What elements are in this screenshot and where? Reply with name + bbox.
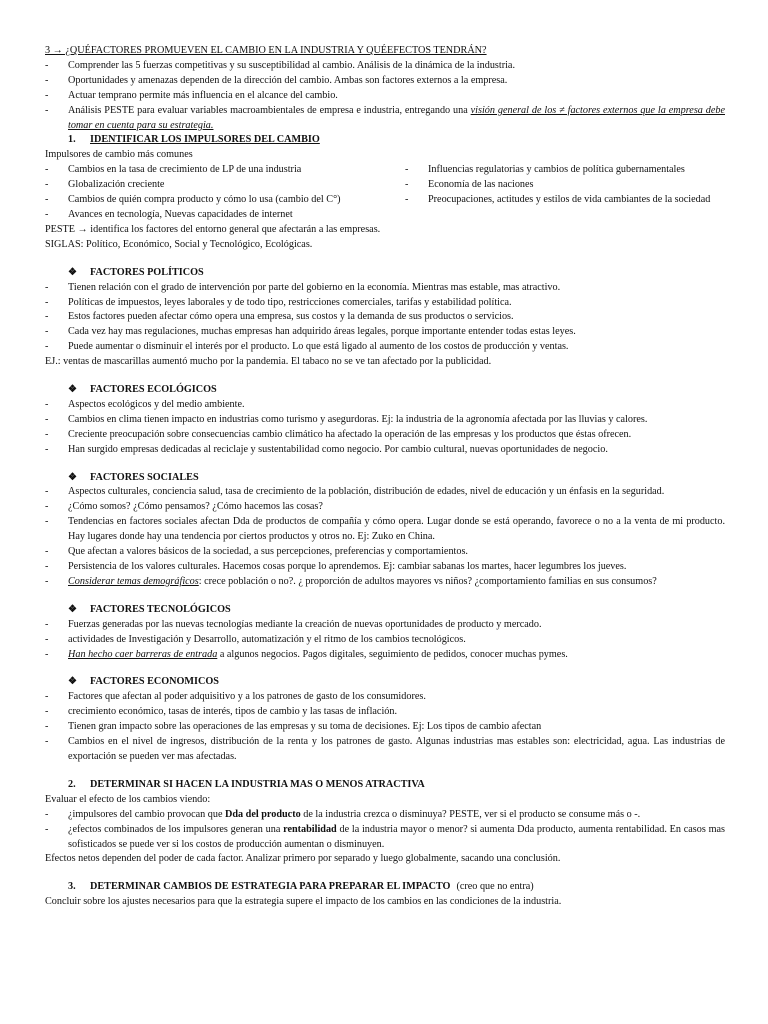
- factores-sociales-heading: [68, 471, 725, 486]
- driver-item: Cambios en la tasa de crecimiento de LP de una industria: [68, 164, 302, 176]
- bullet-dash: -: [45, 546, 49, 558]
- factores-tecnologicos-heading: [68, 603, 725, 618]
- list-item: [405, 178, 725, 193]
- list-item: [45, 281, 725, 296]
- list-item: [45, 163, 385, 178]
- list-item: [45, 808, 725, 823]
- bullet-dash: -: [45, 74, 49, 86]
- diamond-bullet-icon: ❖: [68, 384, 77, 396]
- bold-term: Dda del producto: [225, 808, 301, 820]
- list-item: [45, 545, 725, 560]
- section-3-heading: [68, 880, 725, 895]
- list-item: [45, 428, 725, 443]
- section-title: FACTORES ECONOMICOS: [90, 676, 219, 688]
- bullet-dash: -: [405, 194, 409, 206]
- section-title: FACTORES TECNOLÓGICOS: [90, 603, 231, 615]
- driver-item: Preocupaciones, actitudes y estilos de vida cambiantes de la sociedad: [428, 194, 711, 206]
- factor-item: Fuerzas generadas por las nuevas tecnologías mediante la creación de nuevas oportunidades de producto y mercado.: [68, 618, 542, 630]
- text-run: de la industria mayor o menor? si aumenta Dda producto, aumenta rentabilidad. En casos mas sofisticados se puede ver si los costos de producción aumentan o disminuyen.: [68, 823, 726, 850]
- spacer: [45, 765, 725, 778]
- bullet-dash: -: [45, 561, 49, 572]
- section-2-heading: [68, 778, 725, 793]
- factores-politicos-heading: [68, 266, 725, 281]
- bullet-dash: -: [45, 575, 49, 587]
- bullet-dash: -: [45, 89, 49, 101]
- intro-item-peste: [68, 104, 725, 134]
- bullet-dash: -: [45, 194, 49, 206]
- intro-item: Actuar temprano permite más influencia en el alcance del cambio.: [68, 89, 338, 101]
- factores-economicos-heading: [68, 675, 725, 690]
- bullet-dash: -: [45, 104, 49, 116]
- factores-ecologicos-heading: [68, 383, 725, 398]
- intro-item: Comprender las 5 fuerzas competitivas y su susceptibilidad al cambio. Análisis de la dinámica de la industria.: [68, 59, 516, 71]
- bullet-dash: -: [45, 721, 49, 733]
- drivers-left-column: [45, 163, 405, 208]
- list-item: [45, 178, 385, 193]
- bullet-dash: -: [45, 341, 49, 353]
- driver-item: Influencias regulatorias y cambios de política gubernamentales: [428, 164, 685, 176]
- section-note: (creo que no entra): [456, 881, 534, 893]
- intro-item: Oportunidades y amenazas dependen de la dirección del cambio. Ambas son factores externos a la empresa.: [68, 74, 508, 86]
- factor-item: Aspectos culturales, conciencia salud, tasa de crecimiento de la población, distribución de edades, nivel de educación y un énfasis en la seguridad.: [68, 486, 665, 498]
- demographics-text: : crece población o no?. ¿ proporción de adultos mayores vs niños? ¿comportamiento familias en sus consumos?: [198, 575, 657, 587]
- list-item: [45, 720, 725, 735]
- bullet-dash: -: [45, 443, 49, 455]
- section-number: 3.: [68, 881, 76, 893]
- bullet-dash: -: [45, 164, 49, 176]
- list-item: [45, 690, 725, 705]
- section-2-lead: Evaluar el efecto de los cambios viendo:: [45, 793, 211, 805]
- list-item: [45, 208, 725, 223]
- document-title: 3 → ¿QUÉFACTORES PROMUEVEN EL CAMBIO EN LA INDUSTRIA Y QUÉEFECTOS TENDRÁN?: [45, 45, 487, 56]
- list-item: [405, 163, 725, 178]
- list-item: [45, 413, 725, 428]
- factor-item: Creciente preocupación sobre consecuencias cambio climático ha afectado la operación de las empresas y los productos que éstas ofrecen.: [68, 428, 632, 440]
- bullet-dash: -: [45, 706, 49, 718]
- section-2-tail: Efectos netos dependen del poder de cada factor. Analizar primero por separado y luego globalmente, sacando una conclusión.: [45, 853, 561, 865]
- evaluation-item: [68, 808, 725, 823]
- text-run: de la industria crezca o disminuya? PESTE, ver si el producto se consume más o -.: [300, 808, 641, 820]
- bullet-dash: -: [45, 413, 49, 425]
- diamond-bullet-icon: ❖: [68, 603, 77, 615]
- bullet-dash: -: [45, 501, 49, 513]
- bullet-dash: -: [45, 808, 49, 820]
- factor-item: Cada vez hay mas regulaciones, muchas empresas han adquirido áreas legales, porque importante entender todas estas leyes.: [68, 326, 576, 338]
- list-item: [45, 575, 725, 590]
- text-run: ¿efectos combinados de los impulsores generan una: [68, 823, 284, 835]
- factor-item: Que afectan a valores básicos de la sociedad, a sus percepciones, preferencias y comportamientos.: [68, 546, 468, 558]
- factor-item: [68, 648, 725, 663]
- section-title: FACTORES ECOLÓGICOS: [90, 384, 217, 396]
- barriers-text: a algunos negocios. Pagos digitales, seguimiento de pedidos, conocer muchas pymes.: [217, 648, 568, 660]
- driver-item: Cambios de quién compra producto y cómo lo usa (cambio del C°): [68, 194, 341, 206]
- intro-peste-text: Análisis PESTE para evaluar variables macroambientales de empresa e industria, entregando una: [68, 104, 471, 116]
- section-number: 1.: [68, 134, 76, 146]
- factor-item: Factores que afectan al poder adquisitivo y a los patrones de gasto de los consumidores.: [68, 691, 426, 703]
- factor-item: crecimiento económico, tasas de interés, tipos de cambio y las tasas de inflación.: [68, 706, 398, 718]
- list-item: [45, 296, 725, 311]
- bullet-dash: -: [45, 691, 49, 703]
- list-item: [45, 443, 725, 458]
- factor-item: Cambios en clima tienen impacto en industrias como turismo y asegurdoras. Ej: la industria de la agronomía afectada por las lluvias y calores.: [68, 413, 648, 425]
- section-3-text: Concluir sobre los ajustes necesarios para que la estrategia supere el impacto de los cambios en las condiciones de la industria.: [45, 896, 562, 908]
- bullet-dash: -: [45, 633, 49, 645]
- list-item: [45, 104, 725, 134]
- list-item: [45, 823, 725, 853]
- barriers-emphasis: Han hecho caer barreras de entrada: [68, 648, 218, 660]
- bold-term: rentabilidad: [283, 823, 337, 835]
- section-1-lead: Impulsores de cambio más comunes: [45, 149, 193, 161]
- intro-peste-emphasis: visión general de los ≠ factores externos que la empresa debe tomar en cuenta para su estrategia.: [68, 104, 725, 131]
- list-item: [45, 325, 725, 340]
- list-item: [45, 500, 725, 515]
- bullet-dash: -: [45, 398, 49, 410]
- bullet-dash: -: [45, 296, 49, 308]
- driver-item: Economía de las naciones: [428, 179, 534, 191]
- spacer: [45, 867, 725, 880]
- section-title: FACTORES POLÍTICOS: [90, 266, 204, 278]
- document-page: [45, 44, 725, 910]
- bullet-dash: -: [45, 326, 49, 338]
- bullet-dash: -: [45, 179, 49, 191]
- bullet-dash: -: [45, 486, 49, 498]
- factor-item: Políticas de impuestos, leyes laborales y de todo tipo, restricciones comerciales, tarifas y estabilidad política.: [68, 296, 512, 308]
- section-title: DETERMINAR SI HACEN LA INDUSTRIA MAS O MENOS ATRACTIVA: [90, 778, 425, 790]
- factor-item: Tienen gran impacto sobre las operaciones de las empresas y su toma de decisiones. Ej: Los tipos de cambio afectan: [68, 721, 542, 733]
- section-title: DETERMINAR CAMBIOS DE ESTRATEGIA PARA PREPARAR EL IMPACTO: [90, 881, 451, 893]
- driver-item: Avances en tecnología, Nuevas capacidades de internet: [68, 208, 293, 220]
- list-item: [45, 633, 725, 648]
- diamond-bullet-icon: ❖: [68, 266, 77, 278]
- bullet-dash: -: [45, 736, 49, 748]
- bullet-dash: -: [45, 618, 49, 630]
- factor-item: Persistencia de los valores culturales. Hacemos cosas porque lo aprendemos. Ej: cambiar sabanas los martes, hacer legumbres los jueves.: [68, 561, 627, 572]
- diamond-bullet-icon: ❖: [68, 471, 77, 483]
- text-run: ¿impulsores del cambio provocan que: [68, 808, 226, 820]
- bullet-dash: -: [45, 311, 49, 323]
- list-item: [45, 705, 725, 720]
- list-item: [405, 193, 725, 208]
- factor-item: ¿Cómo somos? ¿Cómo pensamos? ¿Cómo hacemos las cosas?: [68, 501, 323, 513]
- factor-item: Han surgido empresas dedicadas al reciclaje y sustentabilidad como negocio. Por cambio cultural, nuevas oportunidades de negocio.: [68, 443, 608, 455]
- bullet-dash: -: [405, 164, 409, 176]
- list-item: [45, 398, 725, 413]
- peste-acronym: SIGLAS: Político, Económico, Social y Tecnológico, Ecológicas.: [45, 238, 313, 250]
- list-item: [45, 735, 725, 765]
- factor-item: Tienen relación con el grado de intervención por parte del gobierno en la economía. Mientras mas estable, mas atractivo.: [68, 281, 561, 293]
- list-item: [45, 89, 725, 104]
- diamond-bullet-icon: ❖: [68, 676, 77, 688]
- example-line: EJ.: ventas de mascarillas aumentó mucho por la pandemia. El tabaco no se ve tan afectado por la publicidad.: [45, 356, 492, 368]
- bullet-dash: -: [45, 516, 49, 528]
- factor-item: actividades de Investigación y Desarrollo, automatización y el ritmo de los cambios tecnológicos.: [68, 633, 466, 645]
- evaluation-item: [68, 823, 725, 853]
- factor-item: Tendencias en factores sociales afectan Dda de productos de compañía y cómo opera. Lugar donde se está operando, favorece o no a la venta de mi producto. Hay lugares donde hay una tendencia por ciertos productos y otros no. Ej: Zuko en China.: [68, 516, 725, 543]
- bullet-dash: -: [45, 428, 49, 440]
- factor-item: Estos factores pueden afectar cómo opera una empresa, sus costos y la demanda de sus productos o servicios.: [68, 311, 514, 323]
- drivers-columns: [45, 163, 725, 208]
- bullet-dash: -: [45, 823, 49, 835]
- list-item: [45, 485, 725, 500]
- list-item: [45, 340, 725, 355]
- factor-item: Aspectos ecológicos y del medio ambiente.: [68, 398, 245, 410]
- list-item: [45, 648, 725, 663]
- driver-item: Globalización creciente: [68, 179, 165, 191]
- section-number: 2.: [68, 778, 76, 790]
- bullet-dash: -: [45, 648, 49, 660]
- list-item: [45, 310, 725, 325]
- bullet-dash: -: [45, 59, 49, 71]
- drivers-right-column: [405, 163, 725, 208]
- list-item: [45, 193, 385, 208]
- section-title: IDENTIFICAR LOS IMPULSORES DEL CAMBIO: [90, 134, 320, 146]
- section-1-heading: [68, 133, 725, 148]
- section-title: FACTORES SOCIALES: [90, 471, 199, 483]
- bullet-dash: -: [45, 281, 49, 293]
- factor-item: Cambios en el nivel de ingresos, distribución de la renta y los patrones de gasto. Algunas industrias mas estables son: electricidad, agua. Las industrias de exportación se pueden ver mas afectadas.: [68, 736, 725, 762]
- list-item: [45, 515, 725, 545]
- list-item: [45, 59, 725, 74]
- bullet-dash: -: [45, 208, 49, 220]
- peste-definition: PESTE → identifica los factores del entorno general que afectarán a las empresas.: [45, 223, 381, 235]
- factor-item: [68, 575, 725, 590]
- list-item: [45, 74, 725, 89]
- list-item: [45, 618, 725, 633]
- list-item: [45, 560, 725, 575]
- factor-item: Puede aumentar o disminuir el interés por el producto. Lo que está ligado al aumento de los costos de producción y ventas.: [68, 341, 569, 353]
- demographics-emphasis: Considerar temas demográficos: [68, 575, 199, 587]
- bullet-dash: -: [405, 179, 409, 191]
